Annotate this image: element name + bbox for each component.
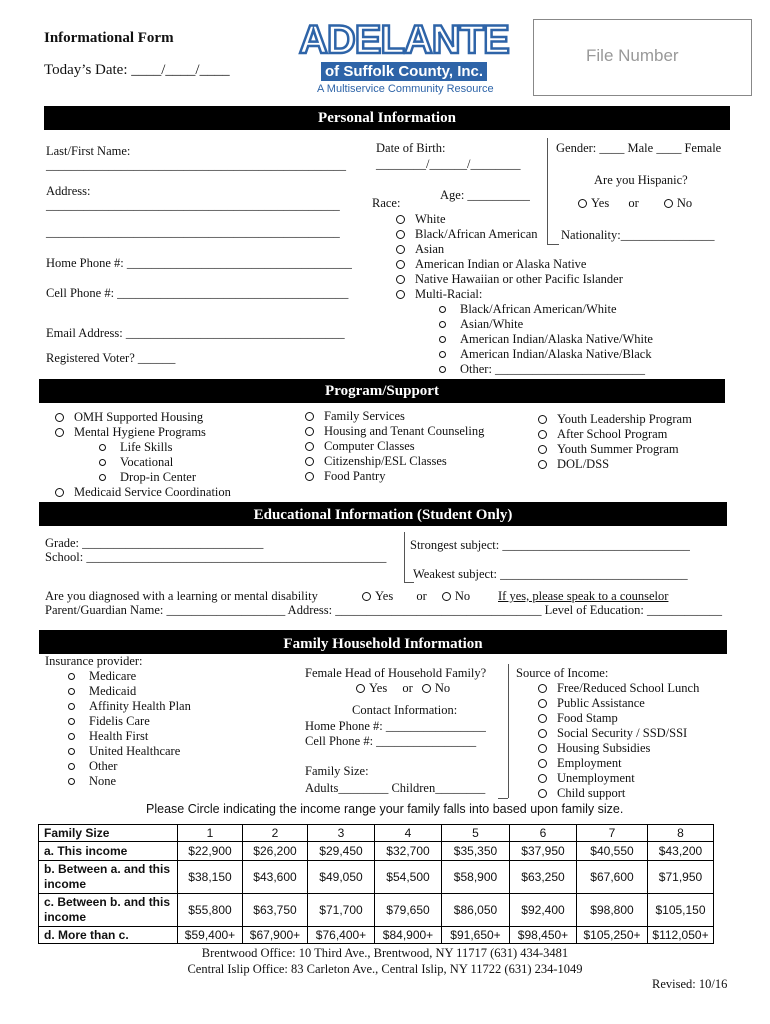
- radio-circle-icon: [362, 592, 371, 601]
- table-header-cell: 8: [648, 825, 714, 842]
- table-header-cell: 5: [442, 825, 510, 842]
- table-cell[interactable]: $49,050: [308, 861, 375, 894]
- radio-circle-icon: [55, 488, 64, 497]
- radio-circle-icon: [538, 714, 547, 723]
- hispanic-options: [578, 196, 692, 211]
- insurance-option[interactable]: Health First: [68, 729, 191, 744]
- or-text: or: [416, 589, 427, 603]
- radio-circle-icon: [578, 199, 587, 208]
- insurance-options: [68, 669, 191, 789]
- family-size-label: Family Size:: [305, 764, 369, 778]
- income-source-option[interactable]: Free/Reduced School Lunch: [538, 681, 699, 696]
- program-option[interactable]: Citizenship/ESL Classes: [305, 454, 484, 469]
- program-suboption[interactable]: Life Skills: [55, 440, 231, 455]
- registered-voter-field[interactable]: Registered Voter? ______: [46, 351, 176, 365]
- race-option[interactable]: Asian: [396, 242, 623, 257]
- female-head-options: [356, 681, 450, 696]
- address-field-2[interactable]: _______________________________________________: [46, 225, 340, 239]
- female-head-yes[interactable]: Yes: [356, 681, 387, 695]
- radio-circle-icon: [538, 430, 547, 439]
- race-option[interactable]: Multi-Racial:: [396, 287, 623, 302]
- strongest-subject-field[interactable]: Strongest subject: ______________________________: [410, 538, 690, 552]
- radio-circle-icon: [396, 230, 405, 239]
- race-option[interactable]: American Indian or Alaska Native: [396, 257, 623, 272]
- bullet-circle-icon: [439, 366, 446, 373]
- income-source-option[interactable]: Employment: [538, 756, 699, 771]
- table-cell[interactable]: $35,350: [442, 842, 510, 861]
- race-option[interactable]: Black/African American: [396, 227, 623, 242]
- program-option[interactable]: Housing and Tenant Counseling: [305, 424, 484, 439]
- radio-circle-icon: [305, 457, 314, 466]
- income-source-option[interactable]: Housing Subsidies: [538, 741, 699, 756]
- table-header-cell: 6: [510, 825, 577, 842]
- dob-field[interactable]: ________/______/________: [376, 157, 521, 171]
- table-cell[interactable]: $91,650+: [442, 927, 510, 944]
- table-row: [39, 927, 714, 944]
- table-cell[interactable]: $59,400+: [178, 927, 243, 944]
- table-header-cell: Family Size: [39, 825, 178, 842]
- radio-circle-icon: [396, 290, 405, 299]
- table-header-cell: 4: [375, 825, 442, 842]
- insurance-option[interactable]: None: [68, 774, 191, 789]
- radio-circle-icon: [538, 744, 547, 753]
- radio-circle-icon: [442, 592, 451, 601]
- divider: [547, 138, 548, 244]
- radio-circle-icon: [422, 684, 431, 693]
- income-table: [38, 824, 714, 944]
- row-label: b. Between a. and this income: [39, 861, 178, 894]
- education-heading: Educational Information (Student Only): [39, 502, 727, 526]
- radio-circle-icon: [538, 415, 547, 424]
- revised-date: Revised: 10/16: [652, 977, 728, 991]
- program-option[interactable]: Mental Hygiene Programs: [55, 425, 231, 440]
- multiracial-option[interactable]: Other: ________________________: [439, 362, 653, 377]
- table-cell[interactable]: $67,600: [577, 861, 648, 894]
- or-text: or: [628, 196, 639, 210]
- income-source-option[interactable]: Food Stamp: [538, 711, 699, 726]
- table-cell[interactable]: $63,250: [510, 861, 577, 894]
- race-option[interactable]: White: [396, 212, 623, 227]
- female-head-question: Female Head of Household Family?: [305, 666, 487, 680]
- radio-circle-icon: [55, 413, 64, 422]
- radio-circle-icon: [305, 472, 314, 481]
- radio-circle-icon: [538, 699, 547, 708]
- radio-circle-icon: [305, 412, 314, 421]
- adults-children-field[interactable]: Adults________ Children________: [305, 781, 486, 795]
- income-source-option[interactable]: Child support: [538, 786, 699, 801]
- bullet-circle-icon: [439, 336, 446, 343]
- multiracial-option[interactable]: American Indian/Alaska Native/Black: [439, 347, 653, 362]
- program-option[interactable]: Food Pantry: [305, 469, 484, 484]
- todays-date: Today’s Date: ____/____/____: [44, 62, 230, 78]
- program-option[interactable]: DOL/DSS: [538, 457, 692, 472]
- email-field[interactable]: Email Address: ___________________________________: [46, 326, 345, 340]
- radio-circle-icon: [538, 729, 547, 738]
- income-source-option[interactable]: Public Assistance: [538, 696, 699, 711]
- row-label: c. Between b. and this income: [39, 894, 178, 927]
- last-first-label: Last/First Name:: [46, 144, 131, 158]
- bullet-circle-icon: [439, 306, 446, 313]
- insurance-option[interactable]: United Healthcare: [68, 744, 191, 759]
- table-cell[interactable]: $112,050+: [648, 927, 714, 944]
- age-field[interactable]: Age: __________: [440, 188, 530, 202]
- program-col-2: [305, 409, 484, 484]
- table-cell[interactable]: $67,900+: [243, 927, 308, 944]
- insurance-option[interactable]: Other: [68, 759, 191, 774]
- table-cell[interactable]: $105,250+: [577, 927, 648, 944]
- bullet-circle-icon: [68, 733, 75, 740]
- bullet-circle-icon: [99, 444, 106, 451]
- form-title: Informational Form: [44, 30, 174, 46]
- table-cell[interactable]: $38,150: [178, 861, 243, 894]
- income-source-option[interactable]: Social Security / SSD/SSI: [538, 726, 699, 741]
- disability-no[interactable]: No: [442, 589, 470, 603]
- table-cell[interactable]: $32,700: [375, 842, 442, 861]
- insurance-option[interactable]: Medicare: [68, 669, 191, 684]
- insurance-option[interactable]: Fidelis Care: [68, 714, 191, 729]
- counselor-note: If yes, please speak to a counselor: [498, 589, 669, 603]
- dob-label: Date of Birth:: [376, 141, 446, 155]
- address-label: Address:: [46, 184, 91, 198]
- radio-circle-icon: [664, 199, 673, 208]
- table-cell[interactable]: $92,400: [510, 894, 577, 927]
- female-head-no[interactable]: No: [422, 681, 450, 695]
- program-option[interactable]: Youth Leadership Program: [538, 412, 692, 427]
- multiracial-option[interactable]: Black/African American/White: [439, 302, 653, 317]
- radio-circle-icon: [538, 445, 547, 454]
- disability-yes[interactable]: Yes: [362, 589, 393, 603]
- radio-circle-icon: [305, 442, 314, 451]
- last-first-field[interactable]: ________________________________________________: [46, 158, 346, 172]
- logo: [297, 16, 509, 98]
- race-label: Race:: [372, 196, 401, 210]
- income-source-label: Source of Income:: [516, 666, 609, 680]
- hispanic-no[interactable]: No: [664, 196, 692, 210]
- footer-office-2: Central Islip Office: 83 Carleton Ave., Central Islip, NY 11722 (631) 234-1049: [187, 962, 583, 976]
- race-options: [396, 212, 623, 302]
- radio-circle-icon: [396, 275, 405, 284]
- table-cell[interactable]: $84,900+: [375, 927, 442, 944]
- radio-circle-icon: [538, 684, 547, 693]
- table-cell[interactable]: $86,050: [442, 894, 510, 927]
- hispanic-question: Are you Hispanic?: [594, 173, 688, 187]
- program-support-heading: Program/Support: [39, 379, 725, 403]
- table-row: [39, 861, 714, 894]
- table-header-cell: 1: [178, 825, 243, 842]
- insurance-label: Insurance provider:: [45, 654, 143, 668]
- footer-office-1: Brentwood Office: 10 Third Ave., Brentwood, NY 11717 (631) 434-3481: [201, 946, 569, 960]
- radio-circle-icon: [538, 789, 547, 798]
- table-row: [39, 825, 714, 842]
- table-header-cell: 7: [577, 825, 648, 842]
- table-cell[interactable]: $58,900: [442, 861, 510, 894]
- program-option[interactable]: Youth Summer Program: [538, 442, 692, 457]
- table-cell[interactable]: $40,550: [577, 842, 648, 861]
- radio-circle-icon: [396, 215, 405, 224]
- home-phone-field[interactable]: Home Phone #: ____________________________________: [46, 256, 352, 270]
- multiracial-options: [439, 302, 653, 377]
- race-option[interactable]: Native Hawaiian or other Pacific Islander: [396, 272, 623, 287]
- table-cell[interactable]: $22,900: [178, 842, 243, 861]
- cell-phone-field[interactable]: Cell Phone #: _____________________________________: [46, 286, 349, 300]
- divider: [547, 244, 559, 245]
- divider: [508, 664, 509, 798]
- radio-circle-icon: [538, 774, 547, 783]
- table-cell[interactable]: $79,650: [375, 894, 442, 927]
- divider: [404, 532, 405, 582]
- table-cell[interactable]: $43,200: [648, 842, 714, 861]
- insurance-option[interactable]: Medicaid: [68, 684, 191, 699]
- table-cell[interactable]: $29,450: [308, 842, 375, 861]
- program-option[interactable]: After School Program: [538, 427, 692, 442]
- table-cell[interactable]: $105,150: [648, 894, 714, 927]
- program-option[interactable]: Medicaid Service Coordination: [55, 485, 231, 500]
- program-suboption[interactable]: Drop-in Center: [55, 470, 231, 485]
- table-cell[interactable]: $26,200: [243, 842, 308, 861]
- radio-circle-icon: [305, 427, 314, 436]
- program-suboption[interactable]: Vocational: [55, 455, 231, 470]
- radio-circle-icon: [396, 260, 405, 269]
- table-row: [39, 894, 714, 927]
- radio-circle-icon: [538, 460, 547, 469]
- divider: [404, 582, 414, 583]
- logo-tagline: A Multiservice Community Resource: [317, 83, 494, 95]
- weakest-subject-field[interactable]: Weakest subject: ______________________________: [413, 567, 688, 581]
- radio-circle-icon: [538, 759, 547, 768]
- radio-circle-icon: [55, 428, 64, 437]
- bullet-circle-icon: [439, 321, 446, 328]
- income-source-option[interactable]: Unemployment: [538, 771, 699, 786]
- table-cell[interactable]: $71,950: [648, 861, 714, 894]
- radio-circle-icon: [396, 245, 405, 254]
- disability-question: Are you diagnosed with a learning or mental disability: [45, 589, 318, 603]
- insurance-option[interactable]: Affinity Health Plan: [68, 699, 191, 714]
- program-option[interactable]: OMH Supported Housing: [55, 410, 231, 425]
- program-option[interactable]: Computer Classes: [305, 439, 484, 454]
- multiracial-option[interactable]: Asian/White: [439, 317, 653, 332]
- table-row: [39, 842, 714, 861]
- logo-main: ADELANTE: [299, 18, 509, 62]
- bullet-circle-icon: [99, 474, 106, 481]
- table-cell[interactable]: $43,600: [243, 861, 308, 894]
- bullet-circle-icon: [99, 459, 106, 466]
- disability-options: [362, 589, 470, 604]
- family-household-heading: Family Household Information: [39, 630, 727, 654]
- hispanic-yes[interactable]: Yes: [578, 196, 609, 210]
- bullet-circle-icon: [68, 748, 75, 755]
- family-cell-phone[interactable]: Cell Phone #: ________________: [305, 734, 477, 748]
- address-field-1[interactable]: _______________________________________________: [46, 198, 340, 212]
- income-instruction: Please Circle indicating the income range your family falls into based upon family size.: [146, 802, 624, 816]
- personal-info-heading: Personal Information: [44, 106, 730, 130]
- bullet-circle-icon: [68, 778, 75, 785]
- file-number-box[interactable]: [533, 19, 752, 96]
- gender-field[interactable]: Gender: ____ Male ____ Female: [556, 141, 722, 155]
- bullet-circle-icon: [68, 763, 75, 770]
- table-cell[interactable]: $98,450+: [510, 927, 577, 944]
- radio-circle-icon: [356, 684, 365, 693]
- contact-label: Contact Information:: [352, 703, 458, 717]
- bullet-circle-icon: [68, 673, 75, 680]
- row-label: d. More than c.: [39, 927, 178, 944]
- table-cell[interactable]: $76,400+: [308, 927, 375, 944]
- table-cell[interactable]: $55,800: [178, 894, 243, 927]
- program-col-3: [538, 412, 692, 472]
- table-cell[interactable]: $63,750: [243, 894, 308, 927]
- table-cell[interactable]: $54,500: [375, 861, 442, 894]
- bullet-circle-icon: [439, 351, 446, 358]
- program-option[interactable]: Family Services: [305, 409, 484, 424]
- income-source-options: [538, 681, 699, 801]
- multiracial-option[interactable]: American Indian/Alaska Native/White: [439, 332, 653, 347]
- nationality-field[interactable]: Nationality:_______________: [561, 228, 715, 242]
- bullet-circle-icon: [68, 718, 75, 725]
- parent-guardian-line[interactable]: Parent/Guardian Name: ___________________ Address: _________________________________ Level of Education: ____________: [45, 603, 723, 617]
- table-cell[interactable]: $37,950: [510, 842, 577, 861]
- logo-sub: of Suffolk County, Inc.: [321, 62, 487, 81]
- table-cell[interactable]: $71,700: [308, 894, 375, 927]
- table-cell[interactable]: $98,800: [577, 894, 648, 927]
- row-label: a. This income: [39, 842, 178, 861]
- bullet-circle-icon: [68, 688, 75, 695]
- program-col-1: [55, 410, 231, 500]
- table-header-cell: 2: [243, 825, 308, 842]
- family-home-phone[interactable]: Home Phone #: ________________: [305, 719, 486, 733]
- divider: [498, 798, 508, 799]
- school-field[interactable]: School: ________________________________________________: [45, 550, 387, 564]
- or-text: or: [402, 681, 413, 695]
- table-header-cell: 3: [308, 825, 375, 842]
- grade-field[interactable]: Grade: _____________________________: [45, 536, 264, 550]
- bullet-circle-icon: [68, 703, 75, 710]
- file-number-label: File Number: [586, 46, 679, 65]
